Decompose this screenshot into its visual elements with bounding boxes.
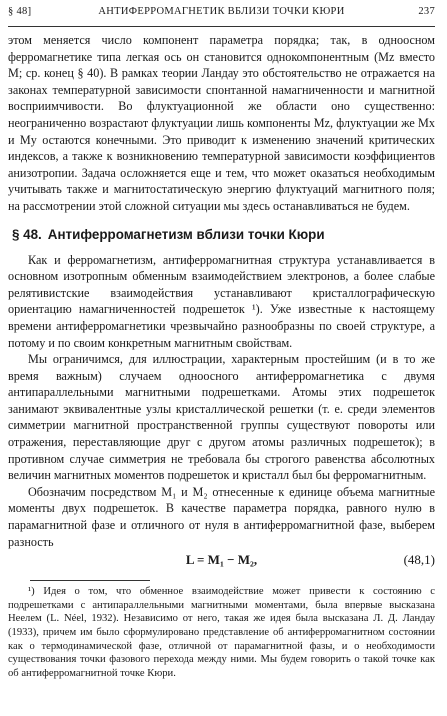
equation-formula: L = M₁ − M₂, (185, 552, 258, 568)
page-number: 237 (418, 6, 435, 17)
running-header (8, 6, 435, 24)
section-title: Антиферромагнетизм вблизи точки Кюри (47, 226, 325, 242)
header-title: АНТИФЕРРОМАГНЕТИК ВБЛИЗИ ТОЧКИ КЮРИ (98, 6, 345, 17)
footnote: ¹) Идея о том, что обменное взаимодействие может привести к состоянию с подрешетками с антипараллельными магнитными моментами, была впервые высказана Неелем (L. Néel, 1932). Независимо от него, такая же идея была высказана Л. Д. Ландау (1933), причем им было сформулировано представление об антиферромагнитном состоянии как о термодинамической фазе, отличной от парамагнитной фазы, и о необходимости существования точки фазового перехода между ними. Мы будем говорить о такой точке как об антиферромагнитной точке Кюри. (8, 586, 435, 679)
section-number: § 48. (12, 226, 42, 242)
header-section-ref: § 48] (8, 6, 32, 17)
paragraph: Обозначим посредством M₁ и M₂ отнесенные к единице объема магнитные моменты двух подрешеток. В качестве параметра порядка, равного нулю в парамагнитной фазе и отличного от нуля в антиферромагнитной фазе, выберем разность (8, 484, 435, 549)
equation-48-1 (8, 552, 435, 572)
section-heading (12, 227, 435, 242)
equation-number: (48,1) (403, 552, 435, 568)
paragraph: Мы ограничимся, для иллюстрации, характерным простейшим (и в то же время важным) случаем одноосного антиферромагнетика с двумя антипараллельными магнитными подрешетками. Атомы этих подрешеток занимают эквивалентные узлы кристаллической решетки (т. е. среди элементов симметрии магнитной пространственной группы существуют повороты или отражения, переставляющие друг с другом атомы различных подрешеток); в противном случае симметрия не требовала бы строгого равенства абсолютных величин магнитных моментов подрешеток и кристалл был бы ферромагнитным. (8, 352, 435, 483)
header-rule (8, 26, 435, 27)
page-body (8, 32, 435, 680)
footnote-rule (30, 580, 150, 581)
paragraph-continuation: этом меняется число компонент параметра порядка; так, в одноосном ферромагнетике типа легкая ось он становится однокомпонентным (Mz вместо M; ср. конец § 40). В рамках теории Ландау это обстоятельство не отражается на законах температурной зависимости спонтанной намагниченности и магнитной восприимчивости. Во флуктуационной же области оно существенно: неограниченно возрастают флуктуации лишь компоненты Mz, флуктуации же Mx и My остаются конечными. Это приводит к изменению значений критических индексов, а также к возникновению температурной зависимости коэффициентов анизотропии. Задача осложняется еще и тем, что может оказаться необходимым учитывать также и магнитостатическую энергию флуктуаций магнитного поля; на рассмотрении этой сложной ситуации мы здесь останавливаться не будем. (8, 33, 435, 213)
paragraph: Как и ферромагнетизм, антиферромагнитная структура устанавливается в основном изотропным обменным взаимодействием электронов, а более слабые релятивистские взаимодействия устанавливают кристаллографическую ориентацию намагниченностей подрешеток ¹). Уже известные к настоящему времени антиферромагнетики чрезвычайно разнообразны по своей структуре, а потому и по своим конкретным магнитным свойствам. (8, 252, 435, 350)
